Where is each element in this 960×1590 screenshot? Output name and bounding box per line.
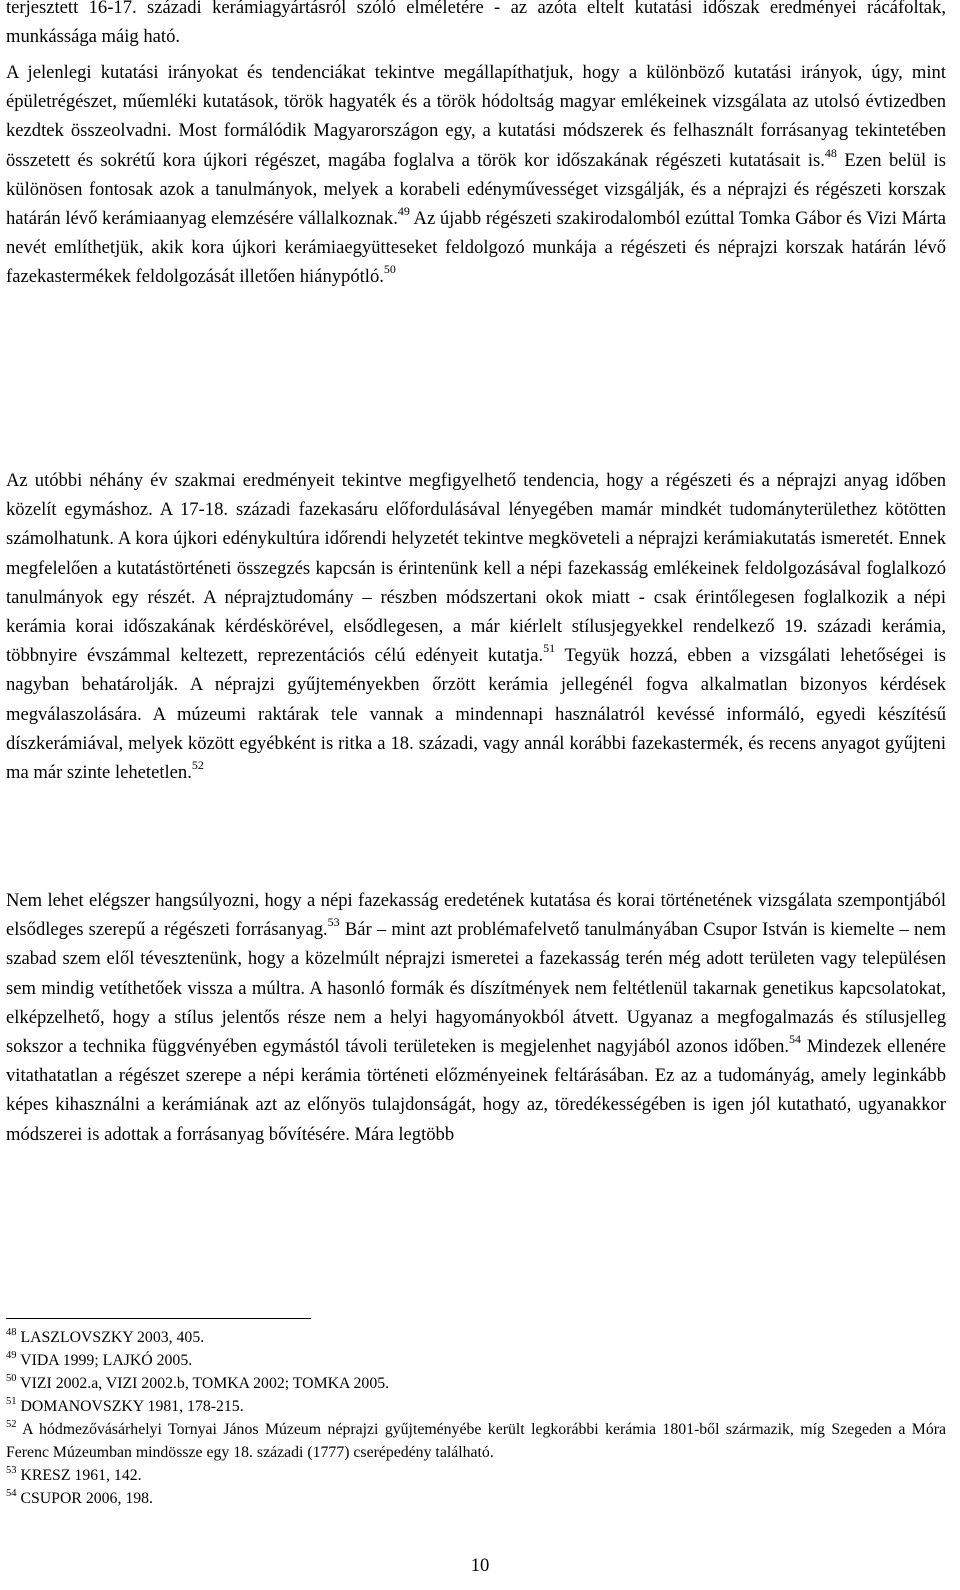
footnote-reference[interactable]: 54 bbox=[789, 1032, 802, 1047]
footnote-reference[interactable]: 53 bbox=[327, 915, 340, 930]
paragraph-text: Tegyük hozzá, ebben a vizsgálati lehetőségei is nagyban behatárolják. A néprajzi gyűjteményekben őrzött kerámia jellegénél fogva alkalmatlan bizonyos kérdések megválaszolására. A múzeumi raktárak tele vannak a mindennapi használatról kevéssé informáló, egyedi készítésű díszkerámiával, melyek között egyébként is ritka a 18. századi, vagy annál korábbi fazekastermék, és recens anyagot gyűjteni ma már szinte lehetetlen. bbox=[6, 645, 946, 784]
paragraph-text: terjesztett 16-17. századi kerámiagyártásról szóló elméletére - az azóta eltelt kutatási időszak eredményei rácáfoltak, munkássága máig ható. bbox=[6, 0, 946, 48]
footnote-text: A hódmezővásárhelyi Tornyai János Múzeum néprajzi gyűjteményébe került legkorábbi kerámia 1801-ből származik, míg Szegeden a Móra Ferenc Múzeumban mindössze egy 18. századi (1777) cserépedény található. bbox=[6, 1421, 947, 1461]
page-number: 10 bbox=[470, 1555, 490, 1576]
footnotes bbox=[6, 1326, 946, 1510]
footnote-reference[interactable]: 50 bbox=[383, 262, 396, 277]
footnote bbox=[6, 1372, 946, 1395]
footnote-reference[interactable]: 49 bbox=[397, 204, 410, 219]
footnote-text: VIZI 2002.a, VIZI 2002.b, TOMKA 2002; TOMKA 2005. bbox=[20, 1375, 390, 1392]
footnote-reference[interactable]: 52 bbox=[191, 758, 204, 773]
paragraph bbox=[6, 0, 946, 51]
paragraph bbox=[6, 886, 946, 1149]
paragraph-text: Bár – mint azt problémafelvető tanulmányában Csupor István is kiemelte – nem szabad szem elől tévesztenünk, hogy a közelmúlt néprajzi ismeretei a fazekasság terén még adott területen vagy településen sem mindig vetíthetőek vissza a múltra. A hasonló formák és díszítmények nem feltétlenül takarnak genetikus kapcsolatokat, elképzelhető, hogy a stílus jelentős része nem a helyi hagyományokból átvett. Ugyanaz a megfogalmazás és stílusjelleg sokszor a technika függvényében egymástól távoli területeken is megjelenhet nagyjából azonos időben. bbox=[6, 919, 946, 1058]
footnote-reference[interactable]: 48 bbox=[824, 145, 837, 160]
footnote-separator bbox=[6, 1318, 311, 1319]
footnote-text: CSUPOR 2006, 198. bbox=[20, 1490, 153, 1507]
footnote-number: 54 bbox=[6, 1488, 17, 1499]
footnote bbox=[6, 1464, 946, 1487]
footnote-text: LASZLOVSZKY 2003, 405. bbox=[20, 1329, 205, 1346]
paragraph-text: Az újabb régészeti szakirodalomból ezúttal Tomka Gábor és Vizi Márta nevét említhetjük, akik kora újkori kerámiaegyütteseket feldolgozó munkája a régészeti és néprajzi korszak határán lévő fazekastermékek feldolgozását illetően hiánypótló. bbox=[6, 208, 946, 288]
footnote bbox=[6, 1418, 946, 1464]
footnote-text: KRESZ 1961, 142. bbox=[20, 1467, 142, 1484]
footnote bbox=[6, 1487, 946, 1510]
paragraph-text: Ezen belül is különösen fontosak azok a tanulmányok, melyek a korabeli edényművességet vizsgálják, és a néprajzi és régészeti korszak határán lévő kerámiaanyag elemzésére vállalkoznak. bbox=[6, 149, 947, 230]
footnote-number: 48 bbox=[6, 1327, 17, 1338]
footnote-number: 52 bbox=[6, 1419, 17, 1430]
footnote-number: 50 bbox=[6, 1373, 17, 1384]
paragraph bbox=[6, 58, 946, 292]
footnote-text: VIDA 1999; LAJKÓ 2005. bbox=[20, 1352, 193, 1369]
footnote-number: 53 bbox=[6, 1465, 17, 1476]
paragraph-text: Az utóbbi néhány év szakmai eredményeit tekintve megfigyelhető tendencia, hogy a régészeti és a néprajzi anyag időben közelít egymáshoz. A 17-18. századi fazekasáru előfordulásával lényegében mamár mindkét tudományterülethez kötötten számolhatunk. A kora újkori edénykultúra időrendi helyzetét tekintve megköveteli a néprajzi kerámiakutatás ismeretét. Ennek megfelelően a kutatástörténeti összegzés kapcsán is érintenünk kell a népi fazekasság emlékeinek feldolgozásával foglalkozó tanulmányok egy részét. A néprajztudomány – részben módszertani okok miatt - csak érintőlegesen foglalkozik a népi kerámia korai időszakának kérdéskörével, elsődlegesen, a már kiérlelt stílusjegyekkel rendelkező 19. századi kerámia, többnyire évszámmal keltezett, reprezentációs célú edényeit kutatja. bbox=[6, 470, 946, 667]
paragraph-text: Mindezek ellenére vitathatatlan a régészet szerepe a népi kerámia történeti előzményeinek feltárásában. Ez az a tudományág, amely leginkább képes kihasználni a kerámiának azt az előnyös tulajdonságát, hogy az, töredékességében is igen jól kutatható, ugyanakkor módszerei is adottak a forrásanyag bővítésére. Mára legtöbb bbox=[6, 1036, 946, 1145]
footnote bbox=[6, 1395, 946, 1418]
footnote-number: 49 bbox=[6, 1350, 17, 1361]
footnote-text: DOMANOVSZKY 1981, 178-215. bbox=[20, 1398, 244, 1415]
footnote-number: 51 bbox=[6, 1396, 17, 1407]
paragraph bbox=[6, 466, 946, 787]
footnote bbox=[6, 1326, 946, 1349]
paragraph-text: Nem lehet elégszer hangsúlyozni, hogy a népi fazekasság eredetének kutatása és korai történetének vizsgálata szempontjából elsődleges szerepű a régészeti forrásanyag. bbox=[6, 890, 946, 941]
footnote bbox=[6, 1349, 946, 1372]
paragraph-text: A jelenlegi kutatási irányokat és tendenciákat tekintve megállapíthatjuk, hogy a különböző kutatási irányok, úgy, mint épületrégészet, műemléki kutatások, török hagyaték és a török hódoltság magyar emlékeinek vizsgálata az utolsó évtizedben kezdtek összeolvadni. Most formálódik Magyarországon egy, a kutatási módszerek és felhasznált forrásanyag tekintetében összetett és sokrétű kora újkori régészet, magába foglalva a török kor időszakának régészeti kutatásait is. bbox=[6, 62, 946, 171]
footnote-reference[interactable]: 51 bbox=[543, 641, 556, 656]
